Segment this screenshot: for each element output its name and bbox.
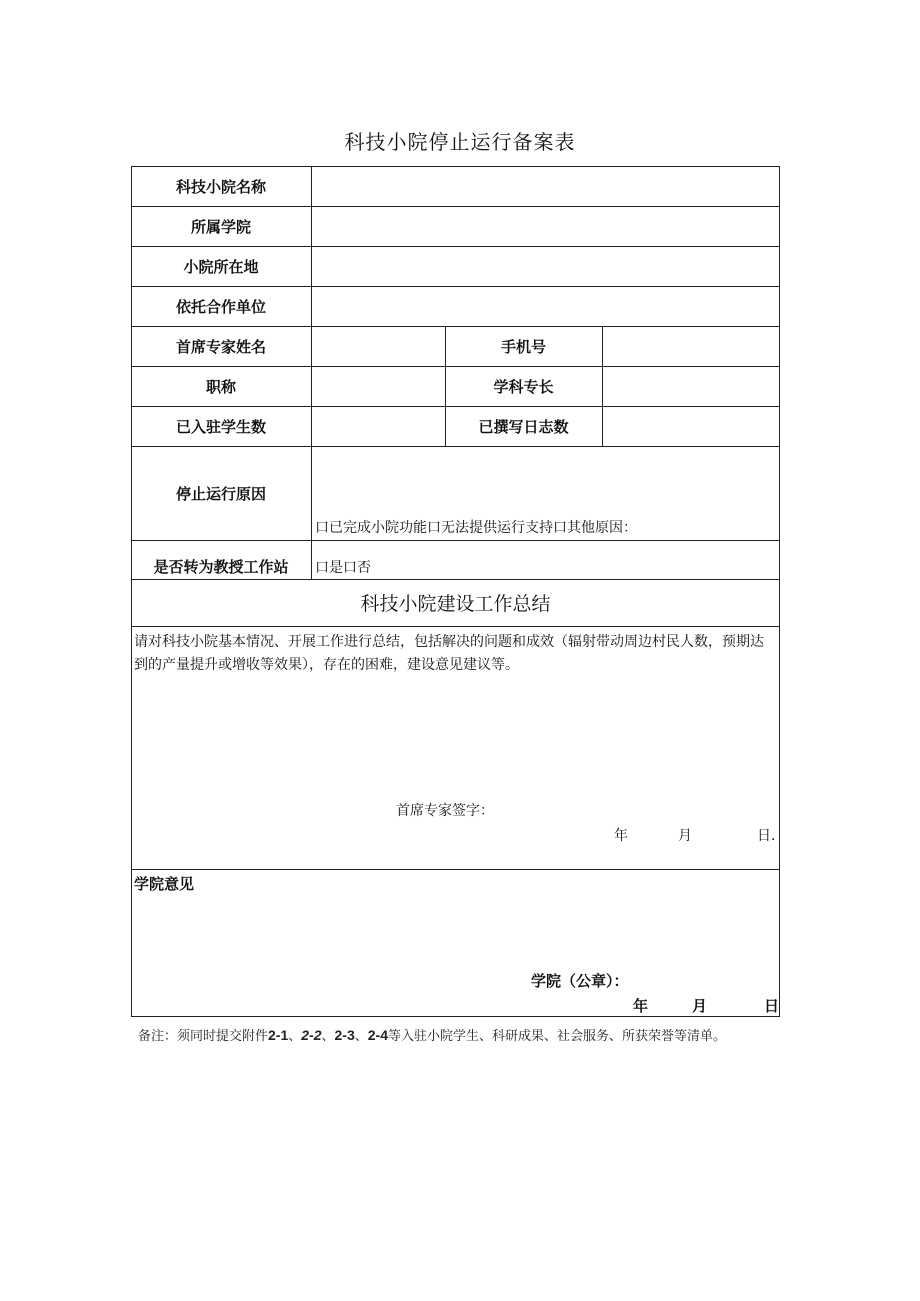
note-separator: 、 <box>321 1029 335 1044</box>
college-label: 所属学院 <box>190 217 251 236</box>
students-count-label: 已入驻学生数 <box>175 417 266 436</box>
note-separator: 、 <box>288 1029 302 1044</box>
phone-label: 手机号 <box>500 337 546 356</box>
expertise-field[interactable] <box>603 367 779 406</box>
stop-reason-options[interactable]: 口已完成小院功能口无法提供运行支持口其他原因： <box>315 520 637 536</box>
partner-label: 依托合作单位 <box>175 297 266 316</box>
note-separator: 、 <box>354 1029 368 1044</box>
footnote <box>138 1023 780 1049</box>
row-divider <box>131 626 780 627</box>
phone-field[interactable] <box>603 327 779 366</box>
expertise-label: 学科专长 <box>493 377 554 396</box>
expert-name-field[interactable] <box>312 327 445 366</box>
summary-date-year: 年 <box>614 828 628 844</box>
table-border-bottom <box>131 1016 780 1017</box>
college-field[interactable] <box>312 207 779 246</box>
filing-form-table <box>131 166 780 1017</box>
partner-field[interactable] <box>312 287 779 326</box>
students-count-field[interactable] <box>312 407 445 446</box>
location-label: 小院所在地 <box>183 257 259 276</box>
summary-section-title: 科技小院建设工作总结 <box>360 593 551 615</box>
name-field[interactable] <box>312 167 779 206</box>
convert-to-workstation-options[interactable]: 口是口否 <box>315 560 371 576</box>
note-attachment-2-1: 2-1 <box>268 1027 289 1043</box>
summary-text-area[interactable] <box>132 686 778 806</box>
professional-title-label: 职称 <box>205 377 236 396</box>
college-opinion-label: 学院意见 <box>134 874 195 893</box>
note-attachment-2-4: 2-4 <box>367 1027 388 1043</box>
college-opinion-text-area[interactable] <box>132 896 778 966</box>
note-suffix: 等入驻小院学生、科研成果、社会服务、所获荣誉等清单。 <box>388 1029 727 1044</box>
name-label: 科技小院名称 <box>175 177 266 196</box>
opinion-date-month: 月 <box>692 996 708 1015</box>
professional-title-field[interactable] <box>312 367 445 406</box>
opinion-date-year: 年 <box>633 996 649 1015</box>
expert-signature-label: 首席专家签字： <box>396 803 494 819</box>
diaries-count-label: 已撰写日志数 <box>478 417 569 436</box>
location-field[interactable] <box>312 247 779 286</box>
stop-reason-label: 停止运行原因 <box>175 484 266 503</box>
note-prefix: 备注：须同时提交附件 <box>138 1029 269 1044</box>
summary-instructions: 请对科技小院基本情况、开展工作进行总结，包括解决的问题和成效（辐射带动周边村民人数，预期达到的产量提升或增收等效果），存在的困难，建设意见建议等。 <box>134 634 764 673</box>
college-seal-label: 学院（公章）： <box>531 971 629 990</box>
diaries-count-field[interactable] <box>603 407 779 446</box>
note-attachment-2-2: 2-2 <box>301 1027 322 1043</box>
form-title: 科技小院停止运行备案表 <box>344 130 576 154</box>
summary-date-day: 日. <box>757 828 776 844</box>
row-divider <box>131 869 780 870</box>
expert-name-label: 首席专家姓名 <box>175 337 266 356</box>
note-attachment-2-3: 2-3 <box>334 1027 355 1043</box>
summary-date-month: 月 <box>678 828 692 844</box>
convert-to-workstation-label: 是否转为教授工作站 <box>153 558 289 576</box>
opinion-date-day: 日 <box>764 996 780 1015</box>
